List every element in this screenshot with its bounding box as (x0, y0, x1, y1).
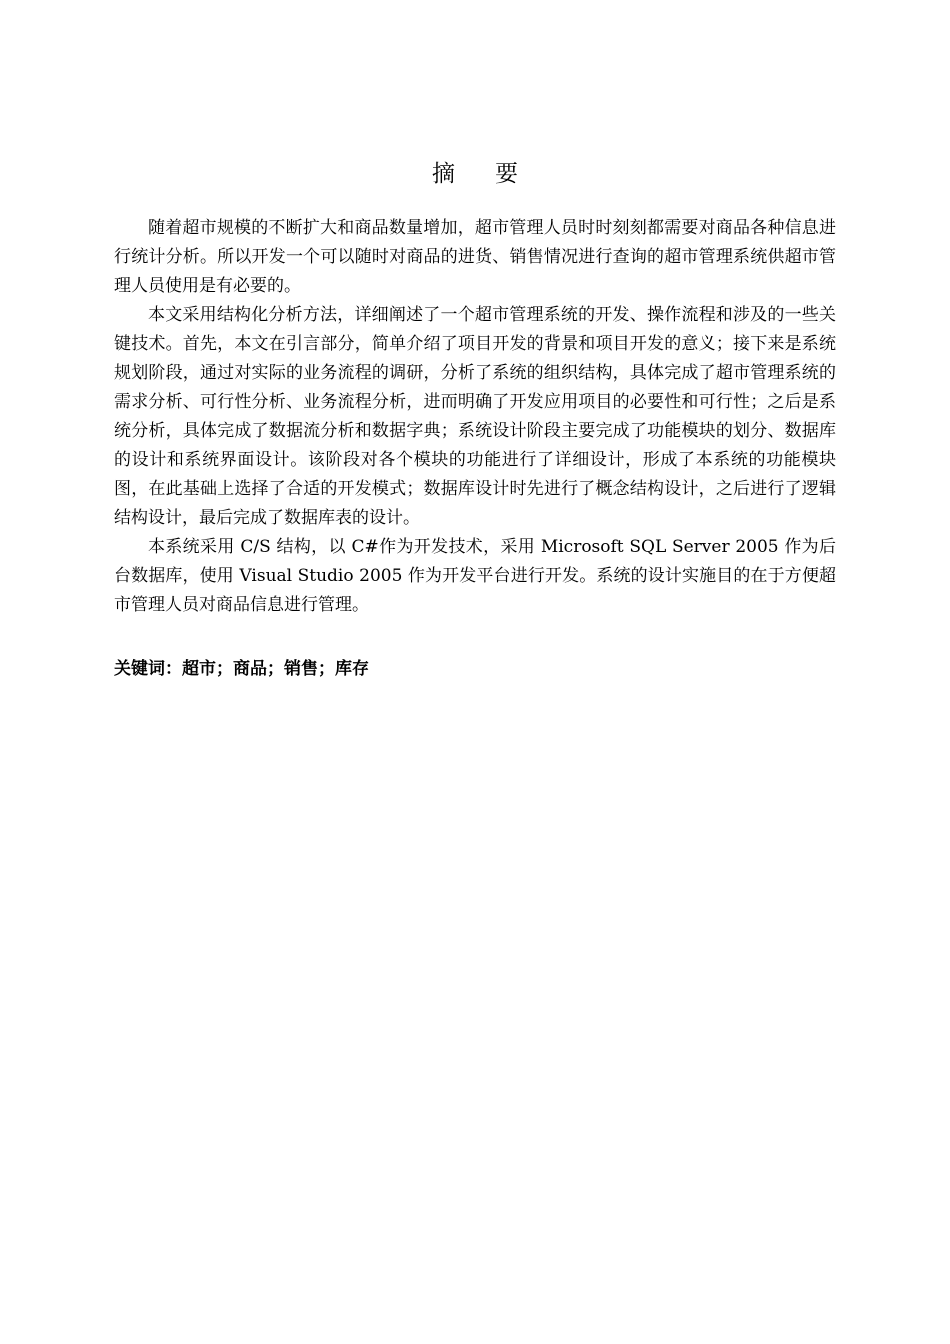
keywords-line: 关键词：超市；商品；销售；库存 (114, 659, 369, 679)
abstract-paragraph-1: 随着超市规模的不断扩大和商品数量增加，超市管理人员时时刻刻都需要对商品各种信息进行统计分析。所以开发一个可以随时对商品的进货、销售情况进行查询的超市管理系统供超市管理人员使用是有必要的。 (114, 218, 836, 296)
abstract-paragraph-2: 本文采用结构化分析方法，详细阐述了一个超市管理系统的开发、操作流程和涉及的一些关键技术。首先，本文在引言部分，简单介绍了项目开发的背景和项目开发的意义；接下来是系统规划阶段，通过对实际的业务流程的调研，分析了系统的组织结构，具体完成了超市管理系统的需求分析、可行性分析、业务流程分析，进而明确了开发应用项目的必要性和可行性；之后是系统分析，具体完成了数据流分析和数据字典；系统设计阶段主要完成了功能模块的划分、数据库的设计和系统界面设计。该阶段对各个模块的功能进行了详细设计，形成了本系统的功能模块图，在此基础上选择了合适的开发模式；数据库设计时先进行了概念结构设计，之后进行了逻辑结构设计，最后完成了数据库表的设计。 (114, 305, 836, 528)
abstract-body (114, 214, 836, 620)
abstract-title: 摘要 (432, 161, 558, 187)
abstract-paragraph-3: 本系统采用 C/S 结构，以 C#作为开发技术，采用 Microsoft SQL Server 2005 作为后台数据库，使用 Visual Studio 2005 作为开发平台进行开发。系统的设计实施目的在于方便超市管理人员对商品信息进行管理。 (114, 537, 836, 615)
